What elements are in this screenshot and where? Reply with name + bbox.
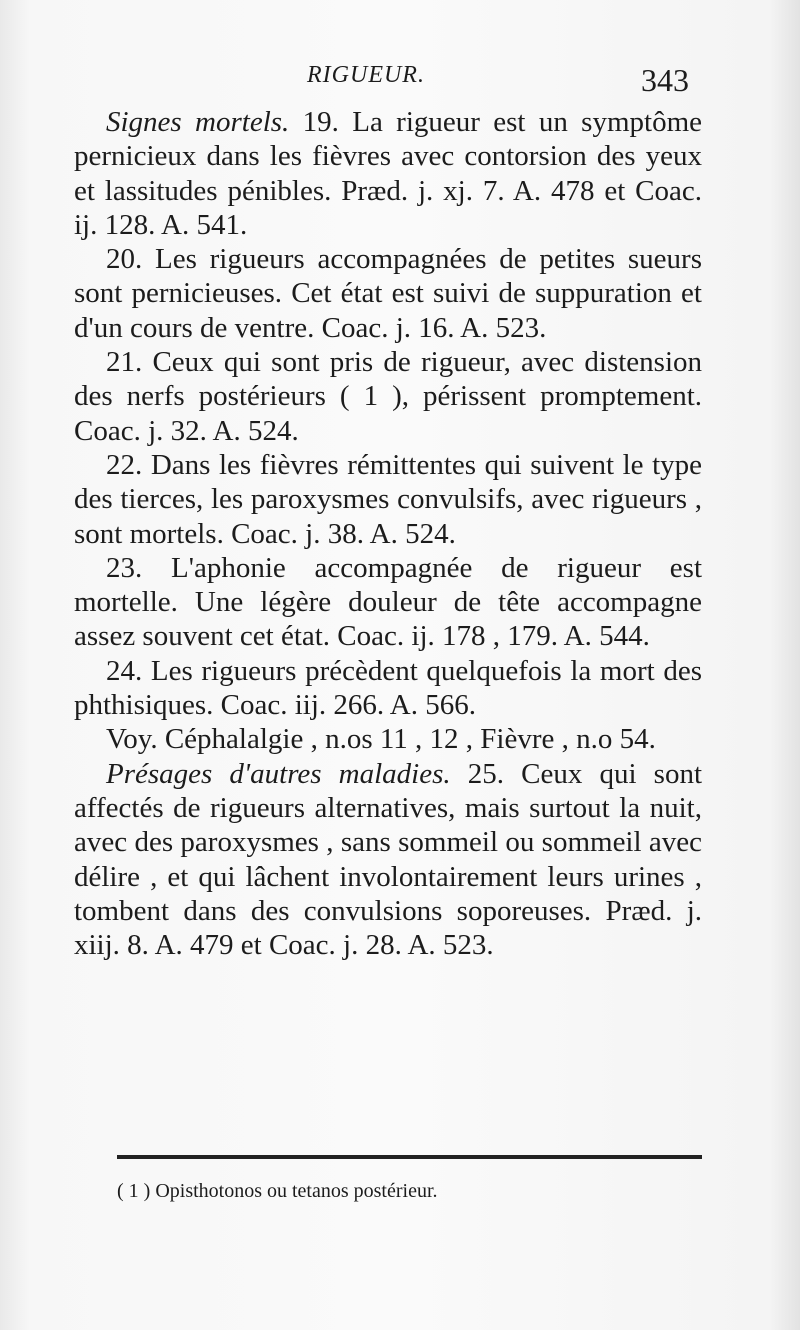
running-title: RIGUEUR. [307, 62, 425, 88]
paragraph-22: 22. Dans les fièvres rémittentes qui suivent le type des tierces, les paroxysmes convulsifs, avec rigueurs , sont mortels. Coac. j. 38. A. 524. [74, 448, 702, 550]
paragraph-25 [74, 757, 702, 963]
section-heading-presages: Présages d'autres maladies. [106, 757, 451, 790]
page-header [0, 62, 800, 98]
section-heading-signes-mortels: Signes mortels. [106, 106, 290, 138]
body-text [74, 105, 702, 962]
paragraph-20: 20. Les rigueurs accompagnées de petites sueurs sont pernicieuses. Cet état est suivi de suppuration et d'un cours de ventre. Coac. j. 16. A. 523. [74, 243, 702, 344]
footnote: ( 1 ) Opisthotonos ou tetanos postérieur. [117, 1180, 438, 1202]
paragraph-19 [74, 105, 702, 242]
paragraph-text: 25. Ceux qui sont affectés de rigueurs alternatives, mais surtout la nuit, avec des paroxysmes , sans sommeil ou sommeil avec délire , et qui lâchent involontairement leurs urines , tombent dans des convulsions soporeuses. Præd. j. xiij. 8. A. 479 et Coac. j. 28. A. 523. [74, 757, 702, 962]
paragraph-24: 24. Les rigueurs précèdent quelquefois la mort des phthisiques. Coac. iij. 266. A. 566. [74, 654, 702, 722]
paragraph-21: 21. Ceux qui sont pris de rigueur, avec distension des nerfs postérieurs ( 1 ), périssent promptement. Coac. j. 32. A. 524. [74, 346, 702, 447]
footnote-divider [117, 1155, 702, 1159]
paragraph-text: 19. La rigueur est un symptôme pernicieux dans les fièvres avec contorsion des yeux et lassitudes pénibles. Præd. j. xj. 7. A. 478 et Coac. ij. 128. A. 541. [74, 106, 702, 241]
paragraph-23: 23. L'aphonie accompagnée de rigueur est mortelle. Une légère douleur de tête accompagne assez souvent cet état. Coac. ij. 178 , 179. A. 544. [74, 551, 702, 653]
cross-reference: Voy. Céphalalgie , n.os 11 , 12 , Fièvre , n.o 54. [106, 723, 656, 756]
page-number: 343 [641, 62, 689, 98]
